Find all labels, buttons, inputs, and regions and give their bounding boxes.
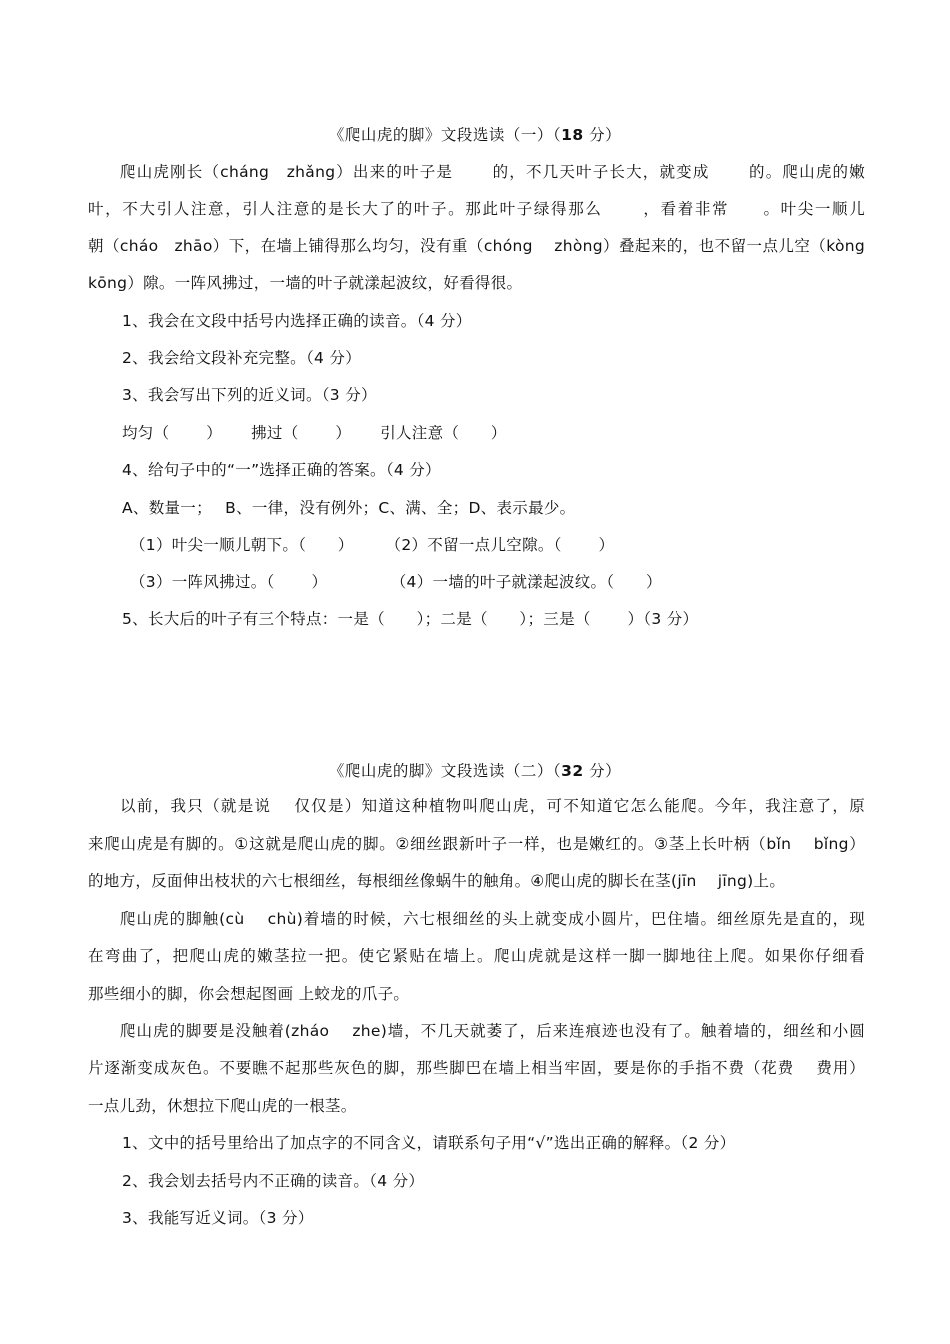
section-2-title	[0, 759, 950, 781]
section-2-question: 2、我会划去括号内不正确的读音。（4 分）	[122, 1172, 425, 1190]
section-2-question: 3、我能写近义词。（3 分）	[122, 1209, 314, 1227]
section-2-para-line: 的地方，反面伸出枝状的六七根细丝，每根细丝像蜗牛的触角。④爬山虎的脚长在茎(jīn jīng)上。	[88, 872, 786, 890]
section-2-title-text: 《爬山虎的脚》文段选读（二）（	[328, 762, 562, 780]
section-2-para-line: 在弯曲了，把爬山虎的嫩茎拉一把。使它紧贴在墙上。爬山虎就是这样一脚一脚地往上爬。如果你仔细看	[88, 947, 865, 965]
section-1-question: 3、我会写出下列的近义词。（3 分）	[122, 386, 377, 404]
section-2-score: 32	[561, 762, 584, 780]
section-2-para-line: 爬山虎的脚要是没触着(zháo zhe)墙，不几天就萎了，后来连痕迹也没有了。触着墙的，细丝和小圆	[120, 1022, 865, 1040]
section-1-para-line: kōng）隙。一阵风拂过，一墙的叶子就漾起波纹，好看得很。	[88, 274, 523, 292]
section-1-title	[0, 123, 950, 145]
section-1-question: 5、长大后的叶子有三个特点：一是（ ）；二是（ ）；三是（ ）（3 分）	[122, 610, 699, 628]
section-2-para-line: 以前，我只（就是说 仅仅是）知道这种植物叫爬山虎，可不知道它怎么能爬。今年，我注意了，原	[120, 797, 865, 815]
section-1-question: 1、我会在文段中括号内选择正确的读音。（4 分）	[122, 312, 472, 330]
section-1-question: 4、给句子中的“一”选择正确的答案。（4 分）	[122, 461, 441, 479]
section-2-para-line: 片逐渐变成灰色。不要瞧不起那些灰色的脚，那些脚巴在墙上相当牢固，要是你的手指不费（花费 费用）	[88, 1059, 865, 1077]
sub-question-row: （3）一阵风拂过。（ ） （4）一墙的叶子就漾起波纹。（ ）	[130, 573, 662, 591]
section-2-para-line: 来爬山虎是有脚的。①这就是爬山虎的脚。②细丝跟新叶子一样，也是嫩红的。③茎上长叶柄（bǐn bǐng）	[88, 835, 865, 853]
section-1-para-line: 朝（cháo zhāo）下，在墙上铺得那么均匀，没有重（chóng zhòng）叠起来的，也不留一点儿空（kòng	[88, 237, 865, 255]
answer-options: A、数量一； B、一律，没有例外；C、满、全；D、表示最少。	[122, 499, 576, 517]
section-1-para-line: 叶，不大引人注意，引人注意的是长大了的叶子。那此叶子绿得那么 ，看着非常 。叶尖一顺儿	[88, 200, 865, 218]
section-1-title-suffix: 分）	[583, 126, 622, 144]
sub-question-row: （1）叶尖一顺儿朝下。（ ） （2）不留一点儿空隙。（ ）	[130, 536, 615, 554]
section-2-title-suffix: 分）	[583, 762, 622, 780]
section-2-question: 1、文中的括号里给出了加点字的不同含义，请联系句子用“√”选出正确的解释。（2 分）	[122, 1134, 736, 1152]
section-1-score: 18	[561, 126, 584, 144]
section-2-para-line: 那些细小的脚，你会想起图画 上蛟龙的爪子。	[88, 985, 410, 1003]
section-1-title-text: 《爬山虎的脚》文段选读（一）（	[328, 126, 562, 144]
section-1-para-line: 爬山虎刚长（cháng zhǎng）出来的叶子是 的，不几天叶子长大，就变成 的。爬山虎的嫩	[120, 163, 865, 181]
section-2-para-line: 一点儿劲，休想拉下爬山虎的一根茎。	[88, 1097, 357, 1115]
section-1-question: 2、我会给文段补充完整。（4 分）	[122, 349, 362, 367]
section-2-para-line: 爬山虎的脚触(cù chù)着墙的时候，六七根细丝的头上就变成小圆片，巴住墙。细丝原先是直的，现	[120, 910, 865, 928]
synonym-blanks: 均匀（ ） 拂过（ ） 引人注意（ ）	[122, 424, 507, 442]
